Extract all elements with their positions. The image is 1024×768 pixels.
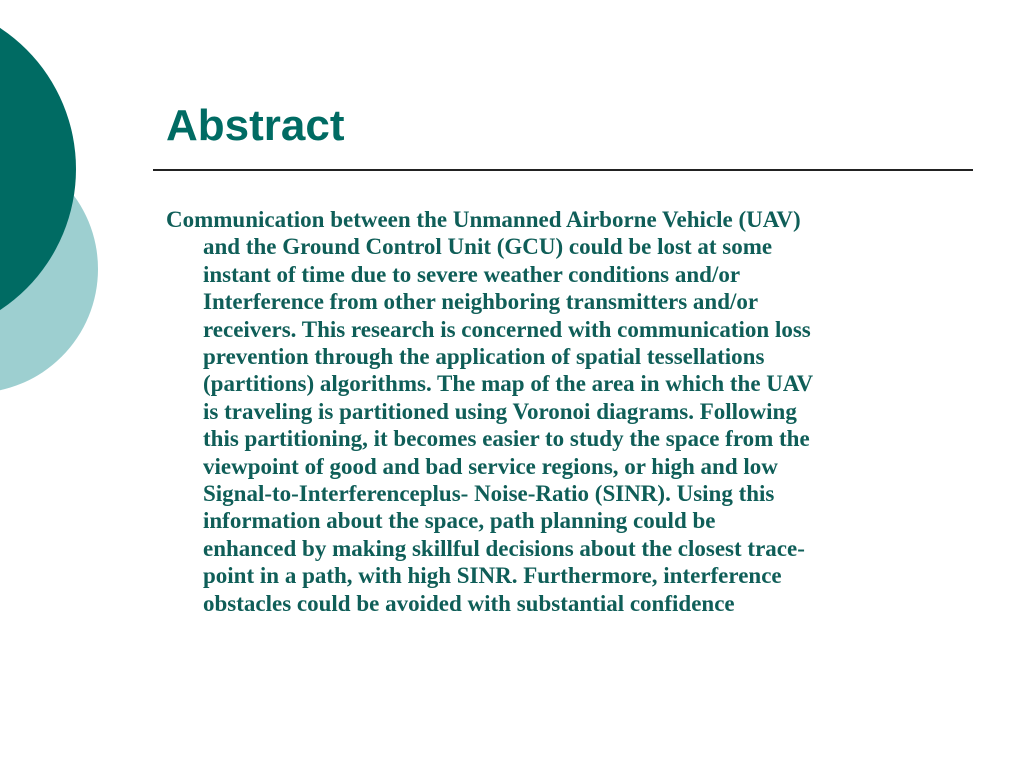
- slide-title: Abstract: [166, 101, 345, 150]
- title-divider: [153, 169, 973, 171]
- abstract-bullet-text: Communication between the Unmanned Airborne Vehicle (UAV) and the Ground Control Unit (GCU) could be lost at some instant of time due to severe weather conditions and/or Interference from other neighboring transmitters and/or receivers. This research is concerned with communication loss prevention through the application of spatial tessellations (partitions) algorithms. The map of the area in which the UAV is traveling is partitioned using Voronoi diagrams. Following this partitioning, it becomes easier to study the space from the viewpoint of good and bad service regions, or high and low Signal-to-Interferenceplus- Noise-Ratio (SINR). Using this information about the space, path planning could be enhanced by making skillful decisions about the closest trace- point in a path, with high SINR. Furthermore, interference obstacles could be avoided with substantial confidence: [166, 207, 814, 616]
